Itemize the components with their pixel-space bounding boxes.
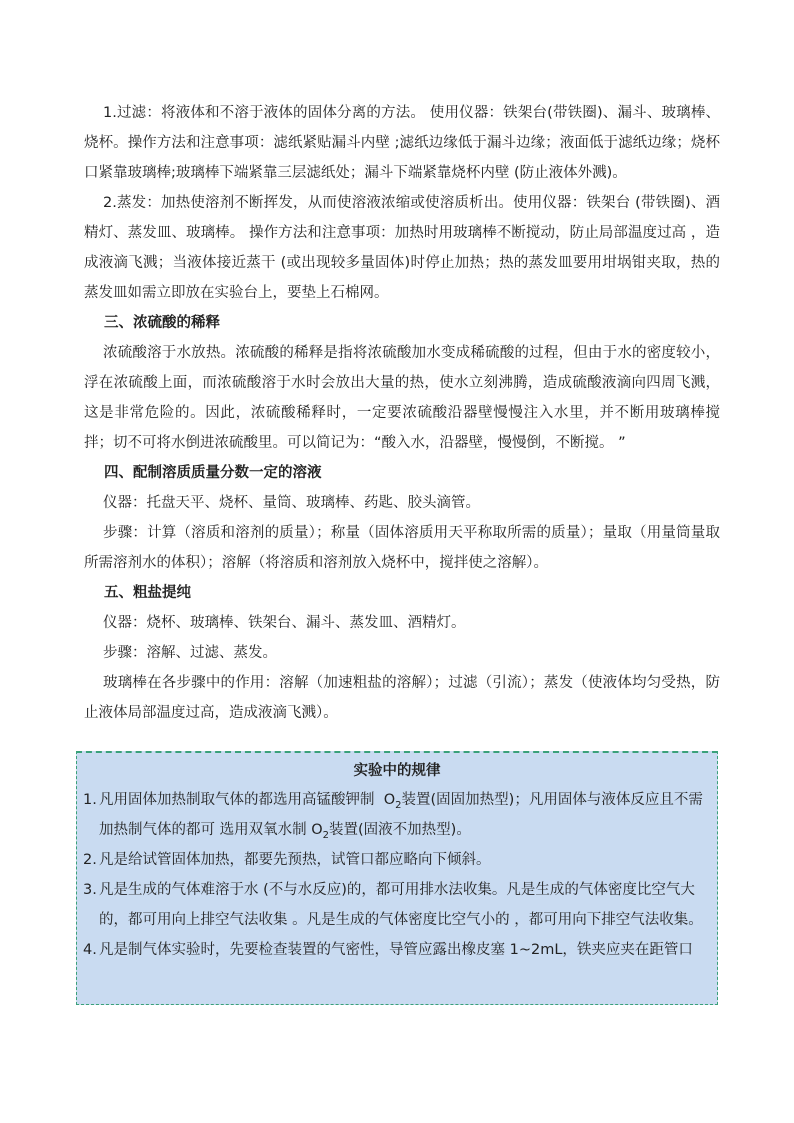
document-body <box>84 98 720 728</box>
rule-text: 凡是给试管固体加热，都要先预热，试管口都应略向下倾斜。 <box>99 852 491 868</box>
section-heading: 三、浓硫酸的稀释 <box>104 315 220 331</box>
rule-number: 1. <box>83 792 97 808</box>
rules-box <box>76 751 718 1005</box>
rule-item <box>83 845 711 875</box>
rule-text: 凡是制气体实验时，先要检查装置的气密性，导管应露出橡皮塞 1~2mL，铁夹应夹在距管口 <box>99 942 693 958</box>
rule-number: 4. <box>83 942 97 958</box>
paragraph: 步骤：计算（溶质和溶剂的质量）；称量（固体溶质用天平称取所需的质量）；量取（用量筒量取所需溶剂水的体积）；溶解（将溶质和溶剂放入烧杯中，搅拌使之溶解）。 <box>84 525 720 571</box>
rule-item <box>83 935 711 965</box>
paragraph: 2.蒸发：加热使溶剂不断挥发，从而使溶液浓缩或使溶质析出。使用仪器：铁架台 (带铁圈)、酒精灯、蒸发皿、玻璃棒。 操作方法和注意事项：加热时用玻璃棒不断搅动，防止局部温度过高 ，造成液滴飞溅；当液体接近蒸干 (或出现较多量固体)时停止加热；热的蒸发皿要用坩埚钳夹取，热的蒸发皿如需立即放在实验台上，要垫上石棉网。 <box>84 195 720 301</box>
paragraph: 仪器：烧杯、玻璃棒、铁架台、漏斗、蒸发皿、酒精灯。 <box>103 615 466 631</box>
rule-number: 3. <box>83 882 97 898</box>
section-heading: 四、配制溶质质量分数一定的溶液 <box>104 465 322 481</box>
paragraph: 玻璃棒在各步骤中的作用：溶解（加速粗盐的溶解）；过滤（引流）；蒸发（使液体均匀受热，防止液体局部温度过高，造成液滴飞溅）。 <box>84 675 720 721</box>
rules-box-title: 实验中的规律 <box>353 763 441 779</box>
paragraph: 浓硫酸溶于水放热。浓硫酸的稀释是指将浓硫酸加水变成稀硫酸的过程，但由于水的密度较小，浮在浓硫酸上面，而浓硫酸溶于水时会放出大量的热，使水立刻沸腾，造成硫酸液滴向四周飞溅，这是非常危险的。因此，浓硫酸稀释时，一定要浓硫酸沿器壁慢慢注入水里，并不断用玻璃棒搅拌；切不可将水倒进浓硫酸里。可以简记为：“酸入水，沿器壁，慢慢倒，不断搅。 ” <box>84 345 720 451</box>
rule-item <box>83 875 711 935</box>
paragraph: 步骤：溶解、过滤、蒸发。 <box>103 645 277 661</box>
rule-item <box>83 785 711 845</box>
rule-text: 凡是生成的气体难溶于水 (不与水反应)的，都可用排水法收集。凡是生成的气体密度比空气大的，都可用向上排空气法收集 。凡是生成的气体密度比空气小的 ，都可用向下排空气法收集。 <box>99 882 703 928</box>
rule-text: 凡用固体加热制取气体的都选用高锰酸钾制 $O_2$装置(固固加热型)；凡用固体与液体反应且不需加热制气体的都可 选用双氧水制 $O_2$装置(固液不加热型)。 <box>99 792 703 841</box>
paragraph: 仪器：托盘天平、烧杯、量筒、玻璃棒、药匙、胶头滴管。 <box>103 495 480 511</box>
section-heading: 五、粗盐提纯 <box>104 585 191 601</box>
paragraph: 1.过滤：将液体和不溶于液体的固体分离的方法。 使用仪器：铁架台(带铁圈)、漏斗、玻璃棒、烧杯。操作方法和注意事项：滤纸紧贴漏斗内壁 ;滤纸边缘低于漏斗边缘；液面低于滤纸边缘；烧杯口紧靠玻璃棒;玻璃棒下端紧靠三层滤纸处；漏斗下端紧靠烧杯内壁 (防止液体外溅)。 <box>84 105 720 181</box>
rule-number: 2. <box>83 852 97 868</box>
rules-list <box>83 785 711 965</box>
